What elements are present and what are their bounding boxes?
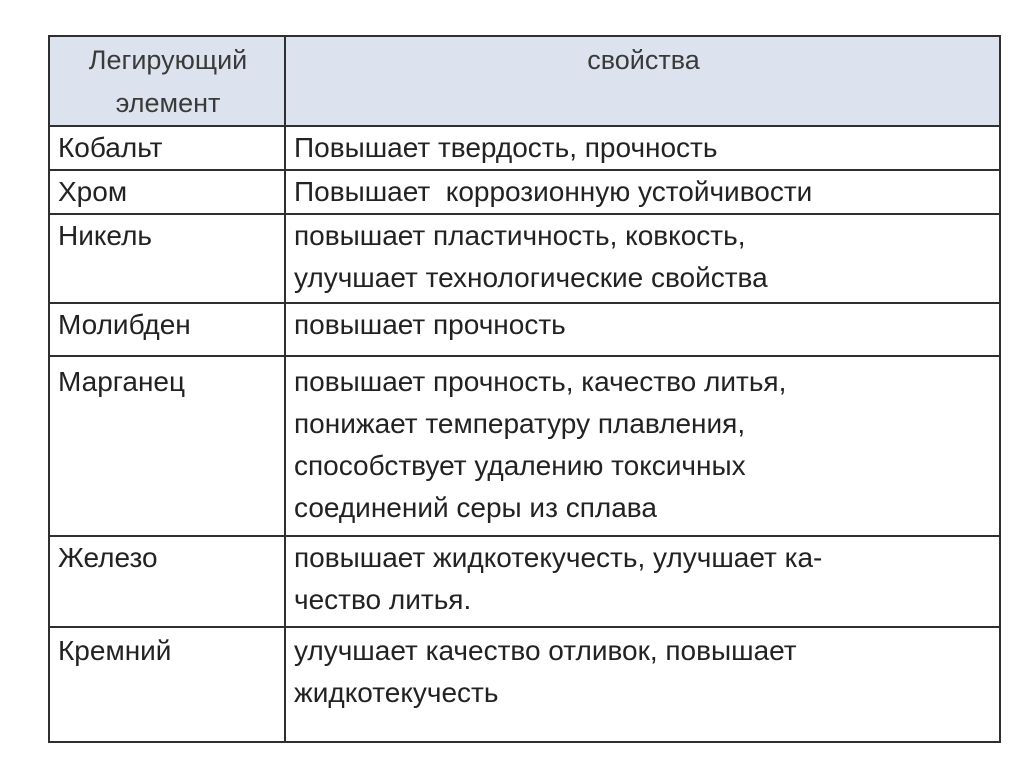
header-element-line-1: Легирующий bbox=[88, 45, 248, 75]
property-line: жидкотекучесть bbox=[294, 677, 499, 708]
table-row bbox=[49, 356, 1000, 536]
alloying-elements-table-container bbox=[48, 35, 999, 743]
property-cell bbox=[285, 303, 1000, 356]
property-line: повышает прочность, качество литья, bbox=[294, 366, 787, 397]
table-row bbox=[49, 170, 1000, 214]
table-body bbox=[49, 126, 1000, 742]
property-cell bbox=[285, 170, 1000, 214]
table-row bbox=[49, 214, 1000, 303]
property-line: соединений серы из сплава bbox=[294, 492, 657, 523]
property-line: повышает пластичность, ковкость, bbox=[294, 220, 746, 251]
property-cell bbox=[285, 536, 1000, 627]
element-cell: Хром bbox=[49, 170, 285, 214]
table-row bbox=[49, 627, 1000, 742]
property-line: понижает температуру плавления, bbox=[294, 408, 746, 439]
table-row bbox=[49, 126, 1000, 170]
header-element-line-2: элемент bbox=[115, 88, 221, 118]
element-cell: Никель bbox=[49, 214, 285, 303]
property-cell bbox=[285, 356, 1000, 536]
property-line: улучшает технологические свойства bbox=[294, 262, 768, 293]
property-line: повышает прочность bbox=[294, 309, 566, 340]
property-line: улучшает качество отливок, повышает bbox=[294, 635, 797, 666]
property-cell bbox=[285, 627, 1000, 742]
table-header bbox=[49, 36, 1000, 126]
element-cell: Железо bbox=[49, 536, 285, 627]
property-line: Повышает твердость, прочность bbox=[294, 132, 718, 163]
property-cell bbox=[285, 214, 1000, 303]
header-row bbox=[49, 36, 1000, 126]
header-properties-label: свойства bbox=[587, 45, 700, 75]
element-cell: Кобальт bbox=[49, 126, 285, 170]
table-row bbox=[49, 303, 1000, 356]
element-cell: Молибден bbox=[49, 303, 285, 356]
property-line: Повышает коррозионную устойчивости bbox=[294, 176, 813, 207]
property-line: повышает жидкотекучесть, улучшает ка- bbox=[294, 542, 823, 573]
header-element-column bbox=[49, 36, 285, 126]
alloying-elements-table bbox=[48, 35, 1001, 743]
element-cell: Марганец bbox=[49, 356, 285, 536]
header-properties-column bbox=[285, 36, 1000, 126]
property-line: способствует удалению токсичных bbox=[294, 450, 746, 481]
property-cell bbox=[285, 126, 1000, 170]
element-cell: Кремний bbox=[49, 627, 285, 742]
property-line: чество литья. bbox=[294, 584, 472, 615]
table-row bbox=[49, 536, 1000, 627]
